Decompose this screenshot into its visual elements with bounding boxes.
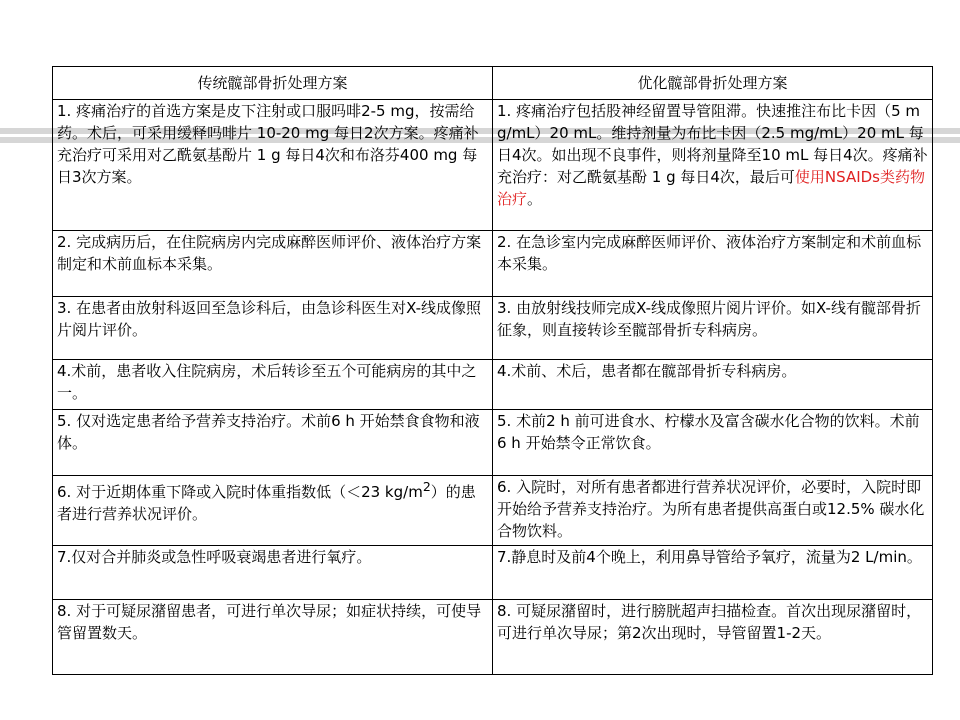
cell-optimized-3: 3. 由放射线技师完成X-线成像照片阅片评价。如X-线有髋部骨折征象，则直接转诊至髋部骨折专科病房。: [493, 297, 933, 360]
cell-traditional-7: 7.仅对合并肺炎或急性呼吸衰竭患者进行氧疗。: [53, 546, 493, 600]
table-row: [53, 231, 933, 297]
cell-traditional-3: 3. 在患者由放射科返回至急诊科后，由急诊科医生对X-线成像照片阅片评价。: [53, 297, 493, 360]
cell-traditional-6-text: 6. 对于近期体重下降或入院时体重指数低（＜23 kg/m: [57, 483, 423, 501]
table-row: [53, 546, 933, 600]
table-row: [53, 100, 933, 231]
cell-optimized-1-text: 1. 疼痛治疗包括股神经留置导管阻滞。快速推注布比卡因（5 mg/mL）20 mL。维持剂量为布比卡因（2.5 mg/mL）20 mL 每日4次。如出现不良事件，则将剂量降至10 mL 每日4次。疼痛补充治疗：对乙酰氨基酚 1 g 每日4次，最后可: [497, 102, 928, 186]
cell-traditional-8: 8. 对于可疑尿潴留患者，可进行单次导尿；如症状持续，可使导管留置数天。: [53, 600, 493, 675]
nsaids-highlight: 使用NSAIDs类药物治疗: [497, 168, 925, 208]
cell-traditional-4: 4.术前，患者收入住院病房，术后转诊至五个可能病房的其中之一。: [53, 360, 493, 410]
cell-optimized-8: 8. 可疑尿潴留时，进行膀胱超声扫描检查。首次出现尿潴留时，可进行单次导尿；第2次出现时，导管留置1-2天。: [493, 600, 933, 675]
table-row: [53, 297, 933, 360]
cell-traditional-2: 2. 完成病历后，在住院病房内完成麻醉医师评价、液体治疗方案制定和术前血标本采集。: [53, 231, 493, 297]
table-header-row: [53, 67, 933, 100]
table-row: [53, 410, 933, 476]
table-row: [53, 476, 933, 546]
cell-traditional-1: 1. 疼痛治疗的首选方案是皮下注射或口服吗啡2-5 mg，按需给药。术后，可采用缓释吗啡片 10-20 mg 每日2次方案。疼痛补充治疗可采用对乙酰氨基酚片 1 g 每日4次和布洛芬400 mg 每日3次方案。: [53, 100, 493, 231]
cell-optimized-6: 6. 入院时，对所有患者都进行营养状况评价，必要时，入院时即开始给予营养支持治疗。为所有患者提供高蛋白或12.5% 碳水化合物饮料。: [493, 476, 933, 546]
cell-traditional-5: 5. 仅对选定患者给予营养支持治疗。术前6 h 开始禁食食物和液体。: [53, 410, 493, 476]
cell-traditional-6-end: ）的患者进行营养状况评价。: [57, 483, 476, 523]
header-traditional: 传统髋部骨折处理方案: [53, 67, 493, 100]
table-row: [53, 360, 933, 410]
comparison-table: [52, 66, 933, 675]
cell-optimized-1: [493, 100, 933, 231]
cell-optimized-7: 7.静息时及前4个晚上，利用鼻导管给予氧疗，流量为2 L/min。: [493, 546, 933, 600]
cell-optimized-5: 5. 术前2 h 前可进食水、柠檬水及富含碳水化合物的饮料。术前6 h 开始禁令正常饮食。: [493, 410, 933, 476]
cell-traditional-6: [53, 476, 493, 546]
cell-optimized-1-end: 。: [527, 190, 543, 208]
header-optimized: 优化髋部骨折处理方案: [493, 67, 933, 100]
cell-optimized-2: 2. 在急诊室内完成麻醉医师评价、液体治疗方案制定和术前血标本采集。: [493, 231, 933, 297]
cell-optimized-4: 4.术前、术后，患者都在髋部骨折专科病房。: [493, 360, 933, 410]
superscript-2: 2: [422, 479, 431, 494]
table-row: [53, 600, 933, 675]
